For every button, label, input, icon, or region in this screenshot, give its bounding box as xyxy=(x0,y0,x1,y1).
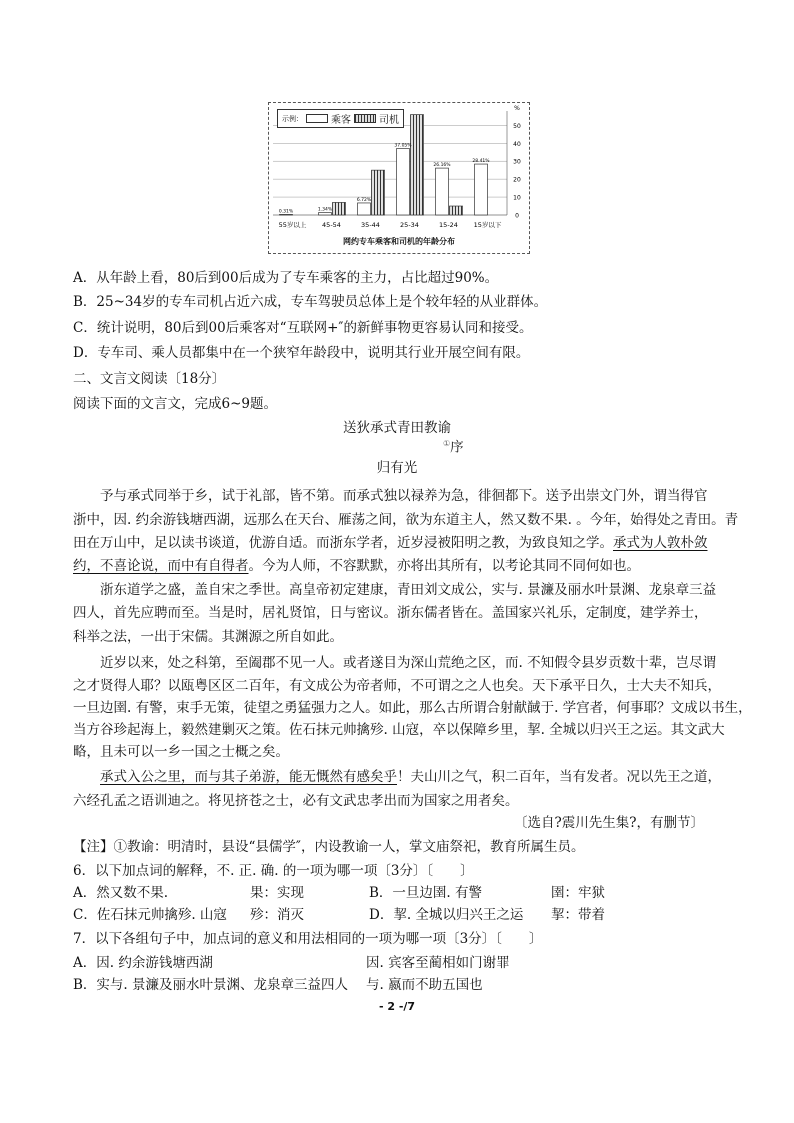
data-label: 28.41% xyxy=(472,159,490,165)
driver-bar xyxy=(450,206,463,215)
passage-title-text: 送狄承式青田教谕 xyxy=(343,420,451,436)
data-label: 26.16% xyxy=(433,163,451,169)
chart-legend xyxy=(277,109,404,128)
data-label: 0.31% xyxy=(278,209,294,215)
p1-line4-underlined: 约，不喜论说，而中有自得者 xyxy=(73,558,249,574)
p4-line2: 六经孔孟之语训迪之。将见挤苍之士，必有文武忠孝出而为国家之用者矣。 xyxy=(73,793,519,809)
p3-line5: 略，且未可以一乡一国之士概之矣。 xyxy=(73,744,289,760)
passenger-bar xyxy=(475,164,488,215)
x-tick-label: 45-54 xyxy=(322,221,341,229)
instruction: 阅读下面的文言文，完成6~9题。 xyxy=(73,396,277,412)
p3-line4: 当方谷珍起海上，毅然建剿灭之策。佐石抹元帅擒殄. 山寇，卒以保障乡里，挈. 全城以归兴王之运。其文武大 xyxy=(73,722,725,738)
chart-title: 网约专车乘客和司机的年龄分布 xyxy=(343,237,455,246)
passage-author: 归有光 xyxy=(376,460,418,476)
option-c: C．统计说明，80后到00后乘客对“互联网+″的新鲜事物更容易认同和接受。 xyxy=(73,320,533,336)
y-tick-label: 40 xyxy=(513,140,521,148)
x-tick-label: 15-24 xyxy=(439,221,458,229)
p1-line3-text: 田在万山中，足以读书谈道，优游自适。而浙东学者，近岁浸被阳明之教，为致良知之学。 xyxy=(73,535,613,551)
y-tick-label: 30 xyxy=(513,158,521,166)
option-a: A．从年龄上看，80后到00后成为了专车乘客的主力，占比超过90%。 xyxy=(73,270,499,286)
q6-option-c-gloss: 殄：消灭 xyxy=(250,907,304,923)
y-tick-label: 10 xyxy=(513,194,521,202)
question-7: 7．以下各组句子中，加点词的意义和用法相同的一项为哪一项〔3分〕〔 〕 xyxy=(73,931,543,947)
driver-bar xyxy=(411,115,424,215)
passenger-bar xyxy=(358,203,371,215)
y-tick-label: 50 xyxy=(513,122,521,130)
legend-swatch-driver xyxy=(354,114,376,123)
y-unit-label: % xyxy=(514,105,520,112)
q7-option-a: A．因. 约余游钱塘西湖 xyxy=(73,955,213,971)
p1-line2: 浙中，因. 约余游钱塘西湖，远那么在天台、雁荡之间，欲为东道主人，然又数不果. 。今年，始得处之青田。青 xyxy=(73,512,739,528)
legend-label-driver: 司机 xyxy=(379,115,399,126)
data-label: 37.05% xyxy=(394,143,412,149)
q6-option-d-gloss: 挈：带着 xyxy=(551,907,605,923)
x-tick-label: 25-34 xyxy=(400,221,419,229)
q7-option-b: B．实与. 景濂及丽水叶景渊、龙泉章三益四人 xyxy=(73,977,349,993)
p1-line1: 予与承式同举于乡，试于礼部，皆不第。而承式独以禄养为急，徘徊都下。送予出崇文门外，谓当得官 xyxy=(100,488,708,504)
p2-line3: 科举之法，一出于宋儒。其渊源之所自如此。 xyxy=(73,629,343,645)
title-note-mark: ① xyxy=(443,439,451,448)
p4-line1-text: ！夫山川之气，积二百年，当有发者。况以先王之道， xyxy=(397,769,721,785)
legend-label-passenger: 乘客 xyxy=(331,115,351,126)
passenger-bar xyxy=(397,149,410,215)
data-label: 1.34% xyxy=(317,207,333,213)
passage-title xyxy=(0,418,794,438)
age-distribution-chart xyxy=(268,102,530,254)
passenger-bar xyxy=(280,214,293,215)
source-note: 〔选自?震川先生集?，有删节〕 xyxy=(514,815,704,831)
driver-bar xyxy=(372,170,385,215)
p2-line2: 四人，首先应聘而至。当是时，居礼贤馆，日与密议。浙东儒者皆在。盖国家兴礼乐，定制度，建学养士， xyxy=(73,605,708,621)
q6-option-b-gloss: 圉：牢狱 xyxy=(551,885,605,901)
p1-line3 xyxy=(73,533,708,553)
option-b: B．25~34岁的专车司机占近六成，专车驾驶员总体上是个较年轻的从业群体。 xyxy=(73,294,548,310)
footnote: 【注】①教谕：明清时，县设“县儒学″，内设教谕一人，掌文庙祭祀，教育所属生员。 xyxy=(73,839,585,855)
passage-title-line2 xyxy=(443,434,464,458)
legend-swatch-passenger xyxy=(306,114,328,123)
title-line2-text: 序 xyxy=(450,439,464,456)
p4-line1-underlined: 承式入公之里，而与其子弟游，能无慨然有感矣乎 xyxy=(100,769,397,785)
q6-option-a: A．然又数不果. xyxy=(73,885,169,901)
p1-line4-text: 。今为人师，不容默默，亦将出其所有，以考论其同不同何如也。 xyxy=(248,558,640,574)
q6-option-b: B．一旦边圉. 有警 xyxy=(369,885,483,901)
legend-prefix: 示例： xyxy=(282,114,303,123)
p2-line1: 浙东道学之盛，盖自宋之季世。高皇帝初定建康，青田刘文成公，实与. 景濂及丽水叶景渊、龙泉章三益 xyxy=(100,582,717,598)
x-tick-label: 55岁以上 xyxy=(278,221,307,229)
p3-line1: 近岁以来，处之科第，至阖郡不见一人。或者遂目为深山荒绝之区，而. 不知假令县岁贡数十辈，岂尽谓 xyxy=(100,655,717,671)
p1-line3-underlined: 承式为人敦朴敛 xyxy=(613,535,708,551)
page-number: - 2 -/7 xyxy=(378,1000,416,1013)
section-heading: 二、文言文阅读〔18分〕 xyxy=(73,371,226,387)
q6-option-c: C．佐石抹元帅擒殄. 山寇 xyxy=(73,907,227,923)
passenger-bar xyxy=(319,213,332,215)
q7-option-b-compare: 与. 嬴而不助五国也 xyxy=(366,977,483,993)
y-tick-label: 20 xyxy=(513,176,521,184)
question-6: 6．以下加点词的解释，不. 正. 确. 的一项为哪一项〔3分〕〔 〕 xyxy=(73,863,474,879)
data-label: 6.72% xyxy=(356,197,372,203)
q7-option-a-compare: 因. 宾客至蔺相如门谢罪 xyxy=(366,955,510,971)
x-tick-label: 35-44 xyxy=(361,221,380,229)
x-tick-label: 15岁以下 xyxy=(473,221,502,229)
p3-line3: 一旦边圉. 有警，束手无策，徒望之勇猛强力之人。如此，那么古所谓合射献馘于. 学宫者，何事耶？文成以书生， xyxy=(73,700,752,716)
p3-line2: 之才贤得人耶？以瓯粤区区二百年，有文成公为帝者师，不可谓之之人也矣。天下承平日久，士大夫不知兵， xyxy=(73,678,721,694)
y-tick-label: 0 xyxy=(515,212,519,220)
option-d: D．专车司、乘人员都集中在一个狭窄年龄段中，说明其行业开展空间有限。 xyxy=(73,345,530,361)
driver-bar xyxy=(333,202,346,215)
q6-option-a-gloss: 果：实现 xyxy=(250,885,304,901)
p4-line1 xyxy=(100,767,721,787)
passenger-bar xyxy=(436,168,449,215)
p1-line4 xyxy=(73,556,640,576)
q6-option-d: D．挈. 全城以归兴王之运 xyxy=(369,907,524,923)
